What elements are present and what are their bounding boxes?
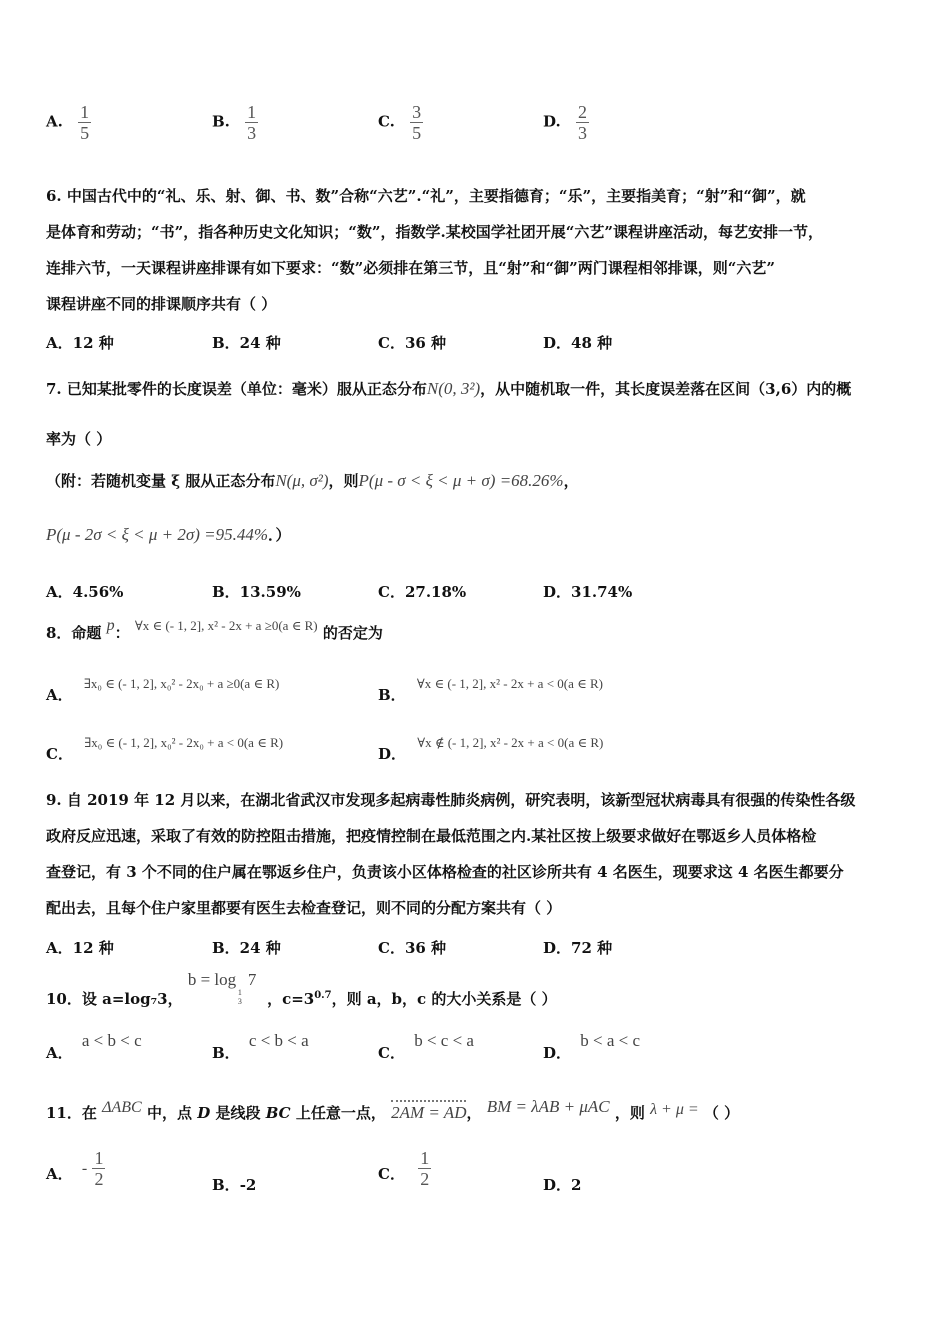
option-letter: B. xyxy=(212,112,230,131)
q8-text: ： xyxy=(114,624,130,642)
option-letter: C. xyxy=(378,112,395,131)
option-letter: B． xyxy=(212,1044,240,1062)
q7-distribution-math: N(0, 3²) xyxy=(426,379,481,398)
q9-line: 配出去，且每个住户家里都要有医生去检查登记，则不同的分配方案共有（ ） xyxy=(46,899,562,917)
q10-b-log: b = log xyxy=(187,970,237,989)
option-math: ∀x ∈ (- 1, 2], x² - 2x + a < 0(a ∈ R) xyxy=(416,676,604,691)
option-letter: B． xyxy=(378,686,406,704)
q7-option-a: A．4.56% xyxy=(46,583,124,601)
q11-option-d xyxy=(543,1174,581,1195)
q11-stem xyxy=(46,1097,740,1123)
q11-triangle-math: ΔABC xyxy=(102,1099,142,1116)
option-math: ∃x₀ ∈ (- 1, 2], x₀² - 2x₀ + a < 0(a ∈ R) xyxy=(84,735,284,750)
q8-option-b xyxy=(378,676,604,704)
q9-line: 9. 自 2019 年 12 月以来，在湖北省武汉市发现多起病毒性肺炎病例，研究表明，该新型冠状病毒具有很强的传染性各级 xyxy=(46,791,856,809)
fraction xyxy=(418,1148,431,1189)
fraction xyxy=(78,102,91,143)
q11-text: （ ） xyxy=(703,1104,740,1122)
q10-stem xyxy=(46,970,557,1009)
q8-option-a xyxy=(46,676,280,704)
option-letter: A． xyxy=(46,686,73,704)
q6-option-a: A．12 种 xyxy=(46,334,114,352)
q6-option-b: B．24 种 xyxy=(212,334,281,352)
q7-note-line-2 xyxy=(46,524,291,545)
q10-text: ，则 a，b，c 的大小关系是（ ） xyxy=(331,990,557,1008)
q7-note-text: （附：若随机变量 ξ 服从正态分布 xyxy=(46,472,276,490)
numerator: 1 xyxy=(80,102,90,122)
q7-text: ，从中随机取一件，其长度误差落在区间（3,6）内的概 xyxy=(480,380,852,398)
q7-option-d: D．31.74% xyxy=(543,583,633,601)
option-letter: B． xyxy=(212,1176,240,1194)
numerator: 2 xyxy=(577,102,587,122)
q11-option-a xyxy=(46,1148,105,1189)
denominator: 2 xyxy=(94,1169,104,1189)
q9-option-d: D．72 种 xyxy=(543,939,613,957)
q7-note-line-1 xyxy=(46,470,579,491)
numerator: 3 xyxy=(412,102,422,122)
q11-vector-equation: 2AM = AD xyxy=(391,1100,466,1123)
q11-point-d: D xyxy=(197,1104,211,1122)
denominator: 3 xyxy=(247,123,257,143)
q9-line: 政府反应迅速，采取了有效的防控阻击措施，把疫情控制在最低范围之内.某社区按上级要求做好在鄂返乡人员体格检 xyxy=(46,827,817,845)
q10-b-arg: 7 xyxy=(247,970,257,989)
q10-b-base-den: 3 xyxy=(237,997,242,1006)
option-letter: D． xyxy=(378,745,407,763)
denominator: 3 xyxy=(577,123,587,143)
q6-line: 是体育和劳动；“书”，指各种历史文化知识；“数”，指数学.某校国学社团开展“六艺”课程讲座活动，每艺安排一节， xyxy=(46,223,823,241)
option-value: -2 xyxy=(239,1176,257,1194)
fraction xyxy=(92,1148,105,1189)
option-letter: A． xyxy=(46,1164,73,1183)
q7-line-1 xyxy=(46,378,851,399)
fraction xyxy=(410,102,423,143)
denominator: 5 xyxy=(412,123,422,143)
q8-proposition-p: p xyxy=(106,617,115,634)
q10-text: 10．设 a=log₇3， xyxy=(46,990,183,1008)
q8-option-c xyxy=(46,735,284,763)
q7-text: 7. 已知某批零件的长度误差（单位：毫米）服从正态分布 xyxy=(46,380,427,398)
denominator: 5 xyxy=(80,123,90,143)
q9-line: 查登记，有 3 个不同的住户属在鄂返乡住户，负责该小区体格检查的社区诊所共有 4 名医生，现要求这 4 名医生都要分 xyxy=(46,863,844,881)
q7-line-2: 率为（ ） xyxy=(46,430,112,448)
q11-text: ， xyxy=(466,1104,482,1122)
q5-option-a xyxy=(46,102,91,143)
q10-text: ，c=3 xyxy=(267,990,315,1008)
q10-b-base-num: 1 xyxy=(237,988,242,997)
option-letter: A． xyxy=(46,1044,73,1062)
option-letter: C． xyxy=(46,745,73,763)
q10-option-a xyxy=(46,1030,142,1062)
q7-note-math: N(μ, σ²) xyxy=(275,471,329,490)
fraction xyxy=(245,102,258,143)
q5-option-d xyxy=(543,102,589,143)
option-math: c < b < a xyxy=(248,1031,309,1050)
option-letter: C． xyxy=(378,1044,405,1062)
numerator: 1 xyxy=(420,1148,430,1168)
option-math: a < b < c xyxy=(81,1031,142,1050)
q9-option-b: B．24 种 xyxy=(212,939,281,957)
q10-b-base xyxy=(238,988,242,1006)
numerator: 1 xyxy=(94,1148,104,1168)
q8-stem xyxy=(46,617,383,643)
q8-option-d xyxy=(378,735,604,763)
q11-text: 上任意一点， xyxy=(295,1104,386,1122)
option-sign: - xyxy=(81,1159,88,1177)
q8-statement-math: ∀x ∈ (- 1, 2], x² - 2x + a ≥0(a ∈ R) xyxy=(134,618,318,633)
option-letter: D． xyxy=(543,1044,572,1062)
q10-c-exponent: 0.7 xyxy=(314,990,332,1001)
option-letter: A. xyxy=(46,112,63,131)
q8-text: 的否定为 xyxy=(322,624,383,642)
q7-note-math: P(μ - σ < ξ < μ + σ) =68.26% xyxy=(358,471,564,490)
q11-lambda-mu: λ + μ = xyxy=(650,1101,699,1118)
q11-text: 11．在 xyxy=(46,1104,97,1122)
q5-option-b xyxy=(212,102,258,143)
q11-option-c xyxy=(378,1148,431,1189)
q6-line: 6. 中国古代中的“礼、乐、射、御、书、数”合称“六艺”.“礼”，主要指德育；“乐”，主要指美育；“射”和“御”，就 xyxy=(46,187,806,205)
question-6 xyxy=(46,178,914,322)
q5-option-c xyxy=(378,102,423,143)
option-math: b < c < a xyxy=(414,1031,474,1050)
option-math: ∀x ∉ (- 1, 2], x² - 2x + a < 0(a ∈ R) xyxy=(417,735,604,750)
fraction xyxy=(576,102,589,143)
denominator: 2 xyxy=(420,1169,430,1189)
q7-note-text: ， xyxy=(563,472,579,490)
numerator: 1 xyxy=(247,102,257,122)
q7-option-c: C．27.18% xyxy=(378,583,467,601)
option-value: 2 xyxy=(571,1176,582,1194)
q6-line: 连排六节，一天课程讲座排课有如下要求：“数”必须排在第三节，且“射”和“御”两门课程相邻排课，则“六艺” xyxy=(46,259,776,277)
q11-text: 是线段 xyxy=(215,1104,261,1122)
q10-option-c xyxy=(378,1030,474,1062)
question-9 xyxy=(46,782,914,926)
q11-segment-bc: BC xyxy=(265,1104,291,1122)
q9-option-c: C．36 种 xyxy=(378,939,447,957)
q9-option-a: A．12 种 xyxy=(46,939,114,957)
q6-option-c: C．36 种 xyxy=(378,334,447,352)
option-letter: D. xyxy=(543,112,561,131)
q6-option-d: D．48 种 xyxy=(543,334,613,352)
q11-option-b xyxy=(212,1174,256,1195)
q10-option-b xyxy=(212,1030,309,1062)
option-letter: D． xyxy=(543,1176,572,1194)
q7-option-b: B．13.59% xyxy=(212,583,301,601)
q10-option-d xyxy=(543,1030,641,1062)
q7-note-math: P(μ - 2σ < ξ < μ + 2σ) =95.44% xyxy=(46,525,269,544)
q10-b-expression xyxy=(187,970,262,1006)
option-math: ∃x₀ ∈ (- 1, 2], x₀² - 2x₀ + a ≥0(a ∈ R) xyxy=(83,676,280,691)
q11-bm-equation: BM = λAB + μAC xyxy=(486,1097,610,1116)
q11-text: ，则 xyxy=(614,1104,645,1122)
option-math: b < a < c xyxy=(580,1031,641,1050)
q7-note-text: ，则 xyxy=(328,472,359,490)
option-letter: C． xyxy=(378,1164,405,1183)
q6-line: 课程讲座不同的排课顺序共有（ ） xyxy=(46,295,277,313)
q11-text: 中，点 xyxy=(146,1104,192,1122)
q7-note-text: ．） xyxy=(268,526,291,544)
q8-text: 8．命题 xyxy=(46,624,102,642)
